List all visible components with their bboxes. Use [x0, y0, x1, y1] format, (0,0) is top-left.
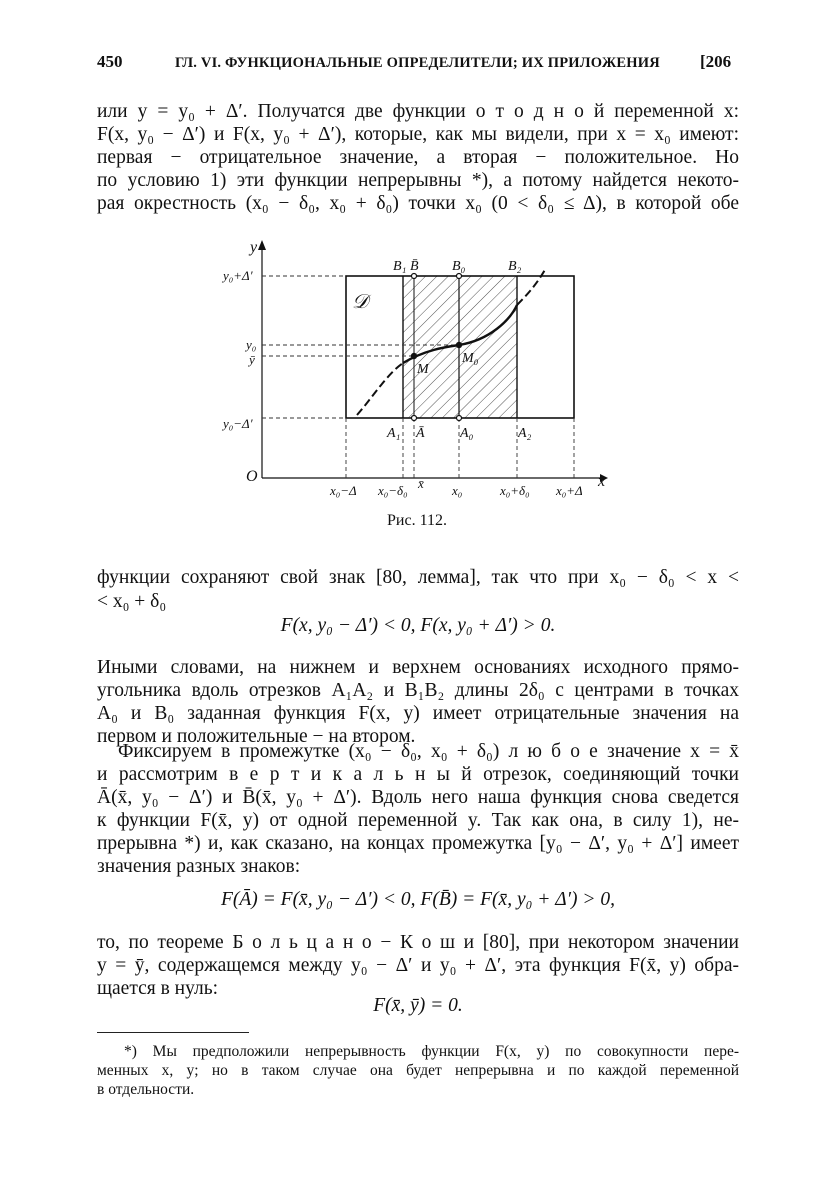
section-number: [206 [700, 52, 732, 71]
label-a0: A₀ [460, 426, 474, 441]
footnote-line: в отдельности. [97, 1081, 195, 1098]
text-line: щается в нуль: [97, 978, 219, 999]
label-m: M [417, 362, 429, 377]
point-m0 [456, 342, 462, 348]
text-line: к функции F(x̄, y) от одной переменной y. Так как она, в силу 1), не- [97, 810, 739, 831]
label-a-bar: Ā [416, 426, 425, 441]
page-number: 450 [97, 52, 123, 71]
text-line: Ā(x̄, y₀ − Δ′) и B̄(x̄, y₀ + Δ′). Вдоль него наша функция снова сведется [97, 787, 739, 808]
tick-x0: x₀ [452, 483, 463, 498]
text-line: функции сохраняют свой знак [80, лемма], так что при x₀ − δ₀ < x < [97, 567, 739, 588]
point-m [411, 353, 417, 359]
text-line: < x₀ + δ₀ [97, 591, 167, 612]
footnote-line: *) Мы предположили непрерывность функции F(x, y) по совокупности пере- [124, 1043, 739, 1060]
label-b0: B₀ [452, 259, 466, 274]
text-line: или y = y₀ + Δ′. Получатся две функции о т о д н о й переменной x: [97, 101, 739, 122]
text-line: F(x, y₀ − Δ′) и F(x, y₀ + Δ′), которые, как мы видели, при x = x₀ имеют: [97, 124, 739, 145]
footnote-rule [97, 1032, 249, 1033]
text-line: рая окрестность (x₀ − δ₀, x₀ + δ₀) точки x₀ (0 < δ₀ ≤ Δ), в которой обе [97, 193, 739, 214]
figure-112 [0, 230, 834, 510]
tick-x0-plus-delta: x₀+Δ [556, 483, 583, 498]
text-line: первом и положительные − на втором. [97, 726, 416, 747]
label-y0-plus: y₀+Δ′ [223, 268, 253, 283]
tick-x0-plus-delta0: x₀+δ₀ [500, 483, 530, 498]
footnote-line: менных x, y; но в таком случае она будет непрерывна и по каждой переменной [97, 1062, 739, 1079]
label-y0-minus: y₀−Δ′ [223, 416, 253, 431]
axis-x-label: x [598, 473, 606, 490]
origin-label: O [246, 468, 258, 485]
label-y-bar: ȳ [249, 352, 255, 367]
formula-3: F(x̄, ȳ) = 0. [373, 995, 463, 1016]
text-line: прерывна *) и, как сказано, на концах промежутка [y₀ − Δ′, y₀ + Δ′] имеет [97, 833, 739, 854]
formula-2: F(Ā) = F(x̄, y₀ − Δ′) < 0, F(B̄) = F(x̄, y₀ + Δ′) > 0, [220, 889, 616, 910]
text-line: значения разных знаков: [97, 856, 301, 877]
tick-x0-minus-delta0: x₀−δ₀ [378, 483, 408, 498]
text-line: и рассмотрим в е р т и к а л ь н ы й отрезок, соединяющий точки [97, 764, 739, 785]
y-axis-arrow-icon [258, 240, 266, 250]
tick-x-bar: x̄ [418, 476, 424, 491]
label-m0: M₀ [462, 351, 479, 366]
axis-y-label: y [250, 239, 258, 256]
text-line: y = ȳ, содержащемся между y₀ − Δ′ и y₀ + Δ′, эта функция F(x̄, y) обра- [97, 955, 739, 976]
label-a2: A₂ [518, 426, 532, 441]
curve-dashed-left [357, 363, 403, 415]
label-b2: B₂ [508, 259, 522, 274]
text-line: то, по теореме Б о л ь ц а н о − К о ш и [80], при некотором значении [97, 932, 739, 953]
label-b1: B₁ [393, 259, 407, 274]
text-line: A₀ и B₀ заданная функция F(x, y) имеет отрицательные значения на [97, 703, 739, 724]
label-a1: A₁ [387, 426, 401, 441]
text-line: Фиксируем в промежутке (x₀ − δ₀, x₀ + δ₀) л ю б о е значение x = x̄ [118, 741, 739, 762]
label-b-bar: B̄ [410, 259, 419, 274]
text-line: угольника вдоль отрезков A₁A₂ и B₁B₂ длины 2δ₀ с центрами в точках [97, 680, 739, 701]
figure-caption: Рис. 112. [387, 512, 447, 529]
text-line: первая − отрицательное значение, а вторая − положительное. Но [97, 147, 739, 168]
running-head: ГЛ. VI. ФУНКЦИОНАЛЬНЫЕ ОПРЕДЕЛИТЕЛИ; ИХ ПРИЛОЖЕНИЯ [175, 55, 660, 71]
label-y0: y₀ [246, 337, 257, 352]
region-label: 𝒟 [352, 291, 368, 313]
text-line: Иными словами, на нижнем и верхнем основаниях исходного прямо- [97, 657, 739, 678]
tick-x0-minus-delta: x₀−Δ [330, 483, 357, 498]
text-line: по условию 1) эти функции непрерывны *), а потому найдется некото- [97, 170, 739, 191]
formula-1: F(x, y₀ − Δ′) < 0, F(x, y₀ + Δ′) > 0. [280, 615, 556, 636]
